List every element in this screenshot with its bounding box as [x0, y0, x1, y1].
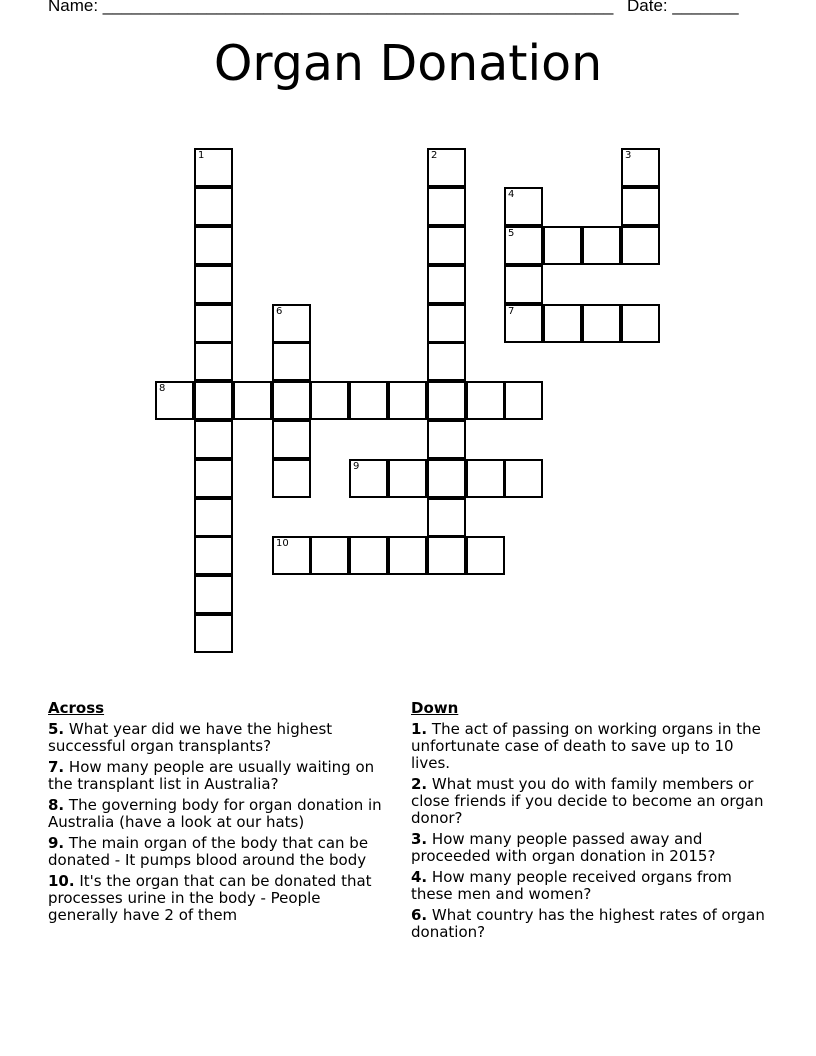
grid-cell[interactable]	[155, 381, 194, 420]
grid-cell[interactable]	[427, 420, 466, 459]
clue-across-10	[48, 873, 393, 924]
grid-cell[interactable]	[388, 459, 427, 498]
grid-cell[interactable]	[582, 304, 621, 343]
clue-across-9	[48, 835, 393, 869]
grid-cell[interactable]	[427, 459, 466, 498]
grid-cell[interactable]	[349, 536, 388, 575]
clue-number: 4.	[411, 868, 428, 886]
clue-text: How many people received organs from these men and women?	[411, 868, 732, 903]
cell-number: 7	[508, 306, 515, 317]
grid-cell[interactable]	[388, 381, 427, 420]
grid-cell[interactable]	[272, 381, 311, 420]
clue-down-6	[411, 907, 766, 941]
clue-number: 7.	[48, 758, 65, 776]
grid-cell[interactable]	[194, 614, 233, 653]
grid-cell[interactable]	[194, 304, 233, 343]
grid-cell[interactable]	[272, 420, 311, 459]
grid-cell[interactable]	[621, 148, 660, 187]
cell-number: 4	[508, 189, 515, 200]
clue-text: What country has the highest rates of organ donation?	[411, 906, 765, 941]
grid-cell[interactable]	[427, 187, 466, 226]
grid-cell[interactable]	[427, 265, 466, 304]
across-heading: Across	[48, 699, 105, 717]
clue-number: 2.	[411, 775, 428, 793]
down-heading: Down	[411, 699, 459, 717]
grid-cell[interactable]	[194, 148, 233, 187]
clue-text: The governing body for organ donation in Australia (have a look at our hats)	[48, 796, 382, 831]
name-field[interactable]: Name: ______________________________________________________	[48, 0, 614, 15]
down-clues	[411, 700, 766, 945]
grid-cell[interactable]	[194, 575, 233, 614]
clue-number: 1.	[411, 720, 428, 738]
grid-cell[interactable]	[310, 536, 349, 575]
grid-cell[interactable]	[427, 381, 466, 420]
grid-cell[interactable]	[194, 381, 233, 420]
grid-cell[interactable]	[233, 381, 272, 420]
clue-number: 3.	[411, 830, 428, 848]
cell-number: 1	[198, 150, 205, 161]
grid-cell[interactable]	[272, 304, 311, 343]
grid-cell[interactable]	[466, 459, 505, 498]
grid-cell[interactable]	[388, 536, 427, 575]
grid-cell[interactable]	[194, 498, 233, 537]
clue-number: 6.	[411, 906, 428, 924]
grid-cell[interactable]	[466, 536, 505, 575]
cell-number: 6	[276, 306, 283, 317]
grid-cell[interactable]	[349, 459, 388, 498]
grid-cell[interactable]	[504, 459, 543, 498]
grid-cell[interactable]	[427, 148, 466, 187]
clue-number: 9.	[48, 834, 65, 852]
grid-cell[interactable]	[272, 342, 311, 381]
grid-cell[interactable]	[466, 381, 505, 420]
grid-cell[interactable]	[427, 498, 466, 537]
grid-cell[interactable]	[621, 304, 660, 343]
date-field[interactable]: Date: _______	[627, 0, 739, 15]
cell-number: 2	[431, 150, 438, 161]
across-clues	[48, 700, 393, 928]
grid-cell[interactable]	[543, 226, 582, 265]
clue-across-8	[48, 797, 393, 831]
grid-cell[interactable]	[427, 304, 466, 343]
clue-text: How many people passed away and proceeded with organ donation in 2015?	[411, 830, 716, 865]
cell-number: 9	[353, 461, 360, 472]
cell-number: 8	[159, 383, 166, 394]
grid-cell[interactable]	[427, 226, 466, 265]
grid-cell[interactable]	[194, 342, 233, 381]
clue-text: What year did we have the highest successful organ transplants?	[48, 720, 333, 755]
grid-cell[interactable]	[349, 381, 388, 420]
clue-across-7	[48, 759, 393, 793]
grid-cell[interactable]	[310, 381, 349, 420]
grid-cell[interactable]	[621, 226, 660, 265]
clue-across-5	[48, 721, 393, 755]
clue-text: The main organ of the body that can be donated - It pumps blood around the body	[48, 834, 369, 869]
grid-cell[interactable]	[427, 342, 466, 381]
grid-cell[interactable]	[504, 381, 543, 420]
grid-cell[interactable]	[504, 226, 543, 265]
clue-number: 8.	[48, 796, 65, 814]
grid-cell[interactable]	[621, 187, 660, 226]
clue-number: 10.	[48, 872, 75, 890]
grid-cell[interactable]	[194, 226, 233, 265]
grid-cell[interactable]	[194, 459, 233, 498]
grid-cell[interactable]	[194, 265, 233, 304]
grid-cell[interactable]	[504, 304, 543, 343]
grid-cell[interactable]	[194, 420, 233, 459]
clue-down-4	[411, 869, 766, 903]
clue-text: How many people are usually waiting on the transplant list in Australia?	[48, 758, 375, 793]
clue-text: What must you do with family members or close friends if you decide to become an organ donor?	[411, 775, 764, 827]
grid-cell[interactable]	[427, 536, 466, 575]
grid-cell[interactable]	[582, 226, 621, 265]
grid-cell[interactable]	[194, 536, 233, 575]
clue-down-2	[411, 776, 766, 827]
cell-number: 10	[276, 538, 289, 549]
clue-down-1	[411, 721, 766, 772]
grid-cell[interactable]	[272, 459, 311, 498]
grid-cell[interactable]	[194, 187, 233, 226]
clue-text: The act of passing on working organs in the unfortunate case of death to save up to 10 lives.	[411, 720, 761, 772]
clue-down-3	[411, 831, 766, 865]
clue-number: 5.	[48, 720, 65, 738]
grid-cell[interactable]	[543, 304, 582, 343]
page-title: Organ Donation	[213, 35, 603, 92]
grid-cell[interactable]	[504, 187, 543, 226]
cell-number: 5	[508, 228, 515, 239]
grid-cell[interactable]	[272, 536, 311, 575]
grid-cell[interactable]	[504, 265, 543, 304]
cell-number: 3	[625, 150, 632, 161]
clue-text: It's the organ that can be donated that processes urine in the body - People generally have 2 of them	[48, 872, 372, 924]
